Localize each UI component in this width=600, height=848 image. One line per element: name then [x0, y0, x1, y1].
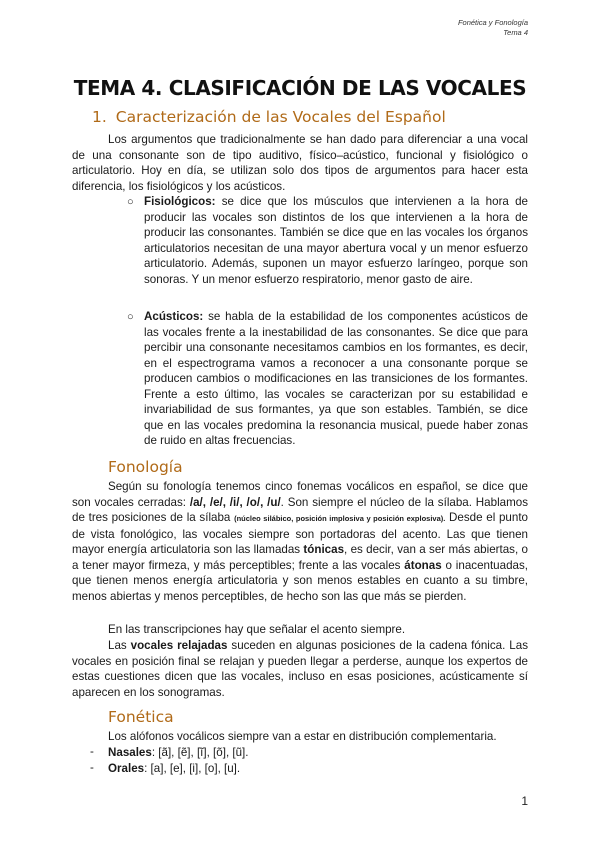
page-title: TEMA 4. CLASIFICACIÓN DE LAS VOCALES	[73, 76, 527, 100]
allophone-list: : [a], [e], [i], [o], [u].	[144, 762, 241, 775]
fonologia-paragraph-1	[72, 479, 528, 604]
section-number: 1.	[92, 108, 107, 126]
bullet-fisiologicos	[144, 194, 528, 287]
term-tonicas: tónicas	[303, 543, 345, 556]
section-heading-text: Caracterización de las Vocales del Español	[115, 108, 446, 126]
header-subject: Fonética y Fonología	[457, 18, 528, 27]
list-marker: -	[90, 761, 94, 774]
fonologia-text: . Son siempre el núcleo de la sílaba. Hablamos de tres posiciones de la sílaba	[72, 495, 529, 524]
fonologia-paragraph-2	[72, 622, 528, 638]
section-heading	[92, 108, 446, 126]
allophone-term: Nasales	[108, 746, 152, 759]
bullet-marker: ○	[127, 311, 134, 323]
fonetica-heading: Fonética	[108, 708, 174, 726]
bullet-term: Fisiológicos:	[144, 195, 216, 208]
bullet-acusticos	[144, 309, 528, 449]
fonologia-text: o inacentuadas, que tienen menos energía articulatoria y son menos estables en cuanto a su timbre, menos abiertas y menos perceptibles, de hecho son las que más se pierden.	[72, 558, 528, 603]
fonologia-heading: Fonología	[108, 458, 183, 476]
page-number: 1	[521, 794, 528, 808]
fonologia-text: , es decir, van a ser más abiertas, o a tener mayor firmeza, y más perceptibles; frente a las vocales	[72, 543, 528, 572]
fonetica-text: Los alófonos vocálicos siempre van a estar en distribución complementaria.	[108, 730, 497, 743]
list-marker: -	[90, 745, 94, 758]
fonologia-text: suceden en algunas posiciones de la cadena fónica. Las vocales en posición final se relajan y pueden llegar a perderse, aunque los expertos de estas cuestiones dicen que las vocales, incluso en esas posiciones, acústicamente sí aparecen en los sonogramas.	[72, 639, 528, 699]
allophone-list: : [ã], [ẽ], [ĩ], [õ], [ũ].	[151, 746, 249, 759]
intro-paragraph	[72, 132, 528, 194]
bullet-term: Acústicos:	[144, 310, 204, 323]
allophone-item-orales	[108, 761, 528, 777]
fonologia-text: En las transcripciones hay que señalar el acento siempre.	[108, 623, 406, 636]
syllable-positions-note: (núcleo silábico, posición implosiva y posición explosiva).	[234, 514, 446, 523]
intro-text: Los argumentos que tradicionalmente se han dado para diferenciar a una vocal de una consonante son de tipo auditivo, físico–acústico, funcional y fisiológico o articulatorio. Hoy en día, se utilizan solo dos tipos de argumentos para hacer esta diferencia, los fisiológicos y los acústicos.	[72, 133, 528, 193]
fonologia-text: Según su fonología tenemos cinco fonemas vocálicos en español, se dice que son vocales cerradas:	[72, 480, 528, 509]
fonetica-paragraph	[72, 729, 528, 745]
bullet-text: se dice que los músculos que intervienen a la hora de producir las vocales son distintos de los que intervienen a la hora de producir las consonantes. También se dice que en las vocales los órganos articulatorios necesitan de una mayor abertura vocal y un menor esfuerzo articulatorio. Además, suponen un mayor esfuerzo laríngeo, porque son sonoras. Y un menor esfuerzo respiratorio, menor gasto de aire.	[144, 195, 528, 286]
term-atonas: átonas	[404, 558, 442, 572]
allophone-item-nasales	[108, 745, 528, 761]
fonologia-text: Las	[108, 639, 131, 652]
running-header	[458, 18, 528, 38]
bullet-marker: ○	[127, 196, 134, 208]
phoneme-list: /a/, /e/, /i/, /o/, /u/	[189, 495, 281, 509]
header-topic: Tema 4	[503, 28, 528, 37]
fonologia-paragraph-3	[72, 638, 528, 700]
bullet-text: se habla de la estabilidad de los componentes acústicos de las vocales frente a la inestabilidad de las consonantes. Se dice que para percibir una consonante necesitamos cambios en los formantes, es decir, en el espectrograma vamos a reconocer a una consonante porque se producen cambios o modificaciones en las transiciones de los formantes. Frente a esto último, las vocales se caracterizan por su estabilidad e invariabilidad de sus formantes, ya que son estables. También, se dice que en las vocales predomina la resonancia musical, puede haber zonas de ruido en altas frecuencias.	[144, 310, 528, 447]
allophone-term: Orales	[108, 762, 145, 775]
fonologia-text: Desde el punto de vista fonológico, las vocales siempre son portadoras del acento. Las que tienen mayor energía articulatoria son las llamadas	[72, 511, 528, 556]
term-vocales-relajadas: vocales relajadas	[130, 639, 228, 652]
